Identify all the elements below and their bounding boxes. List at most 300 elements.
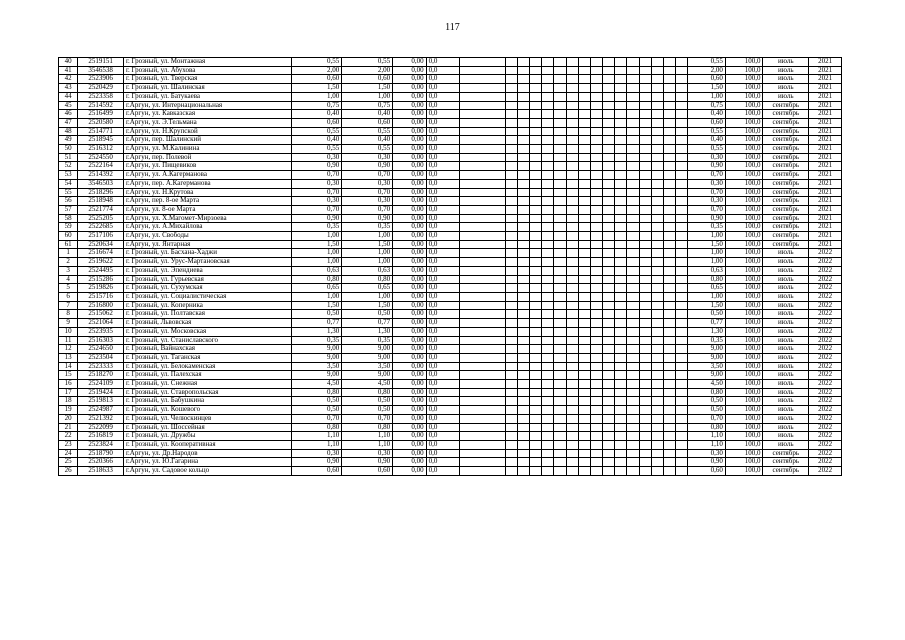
- year-cell: 2022: [809, 414, 842, 423]
- code-cell: 2524495: [78, 266, 124, 275]
- empty-cell: [627, 232, 639, 241]
- table-row: [59, 258, 842, 267]
- percent-cell: 100,0: [725, 432, 763, 441]
- year-cell: 2022: [809, 345, 842, 354]
- empty-cell: [639, 284, 651, 293]
- code-cell: 2523935: [78, 327, 124, 336]
- empty-cell: [639, 145, 651, 154]
- empty-cell: [676, 101, 688, 110]
- value1-cell: 9,00: [291, 345, 342, 354]
- empty-cell: [460, 118, 506, 127]
- empty-cell: [566, 66, 578, 75]
- month-cell: июль: [763, 249, 809, 258]
- address-cell: г. Грозный, ул. Бабушкина: [123, 397, 291, 406]
- empty-cell: [566, 397, 578, 406]
- empty-cell: [627, 240, 639, 249]
- value4-cell: 0,0: [426, 380, 460, 389]
- empty-cell: [542, 284, 554, 293]
- empty-cell: [554, 327, 566, 336]
- year-cell: 2022: [809, 258, 842, 267]
- empty-cell: [603, 127, 615, 136]
- empty-cell: [663, 188, 675, 197]
- empty-cell: [542, 197, 554, 206]
- row-number-cell: 46: [59, 110, 78, 119]
- row-number-cell: 61: [59, 240, 78, 249]
- empty-cell: [603, 110, 615, 119]
- empty-cell: [639, 380, 651, 389]
- empty-cell: [590, 127, 602, 136]
- value2-cell: 0,55: [342, 58, 393, 67]
- empty-cell: [603, 406, 615, 415]
- empty-cell: [603, 301, 615, 310]
- percent-cell: 100,0: [725, 171, 763, 180]
- empty-cell: [530, 118, 542, 127]
- empty-cell: [676, 345, 688, 354]
- empty-cell: [505, 188, 517, 197]
- address-cell: г.Аргун, ул. М.Калинина: [123, 145, 291, 154]
- empty-cell: [505, 179, 517, 188]
- table-row: [59, 162, 842, 171]
- table-row: [59, 66, 842, 75]
- empty-cell: [615, 319, 627, 328]
- empty-cell: [651, 223, 663, 232]
- empty-cell: [590, 449, 602, 458]
- value2-cell: 0,70: [342, 171, 393, 180]
- empty-cell: [542, 266, 554, 275]
- value5-cell: 1,10: [688, 440, 726, 449]
- empty-cell: [505, 388, 517, 397]
- empty-cell: [566, 388, 578, 397]
- empty-cell: [615, 388, 627, 397]
- month-cell: сентябрь: [763, 110, 809, 119]
- empty-cell: [676, 197, 688, 206]
- value4-cell: 0,0: [426, 449, 460, 458]
- empty-cell: [627, 336, 639, 345]
- empty-cell: [615, 145, 627, 154]
- row-number-cell: 4: [59, 275, 78, 284]
- empty-cell: [639, 414, 651, 423]
- empty-cell: [460, 258, 506, 267]
- address-cell: г. Грозный, ул. Снежная: [123, 380, 291, 389]
- empty-cell: [676, 449, 688, 458]
- value1-cell: 0,77: [291, 319, 342, 328]
- empty-cell: [639, 58, 651, 67]
- row-number-cell: 25: [59, 458, 78, 467]
- table-row: [59, 292, 842, 301]
- empty-cell: [663, 362, 675, 371]
- empty-cell: [627, 92, 639, 101]
- empty-cell: [530, 467, 542, 476]
- value3-cell: 0,00: [393, 232, 427, 241]
- empty-cell: [542, 118, 554, 127]
- empty-cell: [615, 406, 627, 415]
- empty-cell: [590, 92, 602, 101]
- empty-cell: [639, 432, 651, 441]
- value5-cell: 1,10: [688, 432, 726, 441]
- empty-cell: [676, 362, 688, 371]
- empty-cell: [505, 240, 517, 249]
- empty-cell: [517, 336, 529, 345]
- percent-cell: 100,0: [725, 58, 763, 67]
- empty-cell: [542, 153, 554, 162]
- empty-cell: [603, 380, 615, 389]
- empty-cell: [578, 92, 590, 101]
- empty-cell: [590, 406, 602, 415]
- empty-cell: [505, 127, 517, 136]
- empty-cell: [566, 440, 578, 449]
- code-cell: 2518270: [78, 371, 124, 380]
- empty-cell: [517, 371, 529, 380]
- empty-cell: [615, 362, 627, 371]
- empty-cell: [590, 249, 602, 258]
- row-number-cell: 20: [59, 414, 78, 423]
- table-row: [59, 179, 842, 188]
- value5-cell: 0,90: [688, 214, 726, 223]
- value4-cell: 0,0: [426, 75, 460, 84]
- empty-cell: [554, 127, 566, 136]
- value1-cell: 0,30: [291, 449, 342, 458]
- percent-cell: 100,0: [725, 292, 763, 301]
- empty-cell: [676, 258, 688, 267]
- value3-cell: 0,00: [393, 171, 427, 180]
- empty-cell: [530, 75, 542, 84]
- empty-cell: [566, 249, 578, 258]
- empty-cell: [663, 284, 675, 293]
- empty-cell: [603, 205, 615, 214]
- empty-cell: [530, 414, 542, 423]
- value4-cell: 0,0: [426, 362, 460, 371]
- empty-cell: [530, 145, 542, 154]
- empty-cell: [663, 258, 675, 267]
- empty-cell: [566, 467, 578, 476]
- row-number-cell: 12: [59, 345, 78, 354]
- table-row: [59, 223, 842, 232]
- value5-cell: 0,60: [688, 467, 726, 476]
- empty-cell: [505, 336, 517, 345]
- value3-cell: 0,00: [393, 162, 427, 171]
- empty-cell: [651, 66, 663, 75]
- empty-cell: [542, 371, 554, 380]
- empty-cell: [663, 118, 675, 127]
- empty-cell: [542, 467, 554, 476]
- value5-cell: 0,55: [688, 145, 726, 154]
- empty-cell: [517, 179, 529, 188]
- empty-cell: [566, 284, 578, 293]
- value4-cell: 0,0: [426, 301, 460, 310]
- empty-cell: [590, 266, 602, 275]
- empty-cell: [603, 179, 615, 188]
- empty-cell: [651, 232, 663, 241]
- empty-cell: [676, 75, 688, 84]
- empty-cell: [627, 179, 639, 188]
- empty-cell: [627, 258, 639, 267]
- empty-cell: [554, 292, 566, 301]
- empty-cell: [663, 423, 675, 432]
- empty-cell: [505, 153, 517, 162]
- empty-cell: [627, 319, 639, 328]
- month-cell: июль: [763, 301, 809, 310]
- empty-cell: [578, 345, 590, 354]
- empty-cell: [517, 327, 529, 336]
- empty-cell: [542, 449, 554, 458]
- empty-cell: [566, 353, 578, 362]
- empty-cell: [639, 127, 651, 136]
- empty-cell: [590, 110, 602, 119]
- code-cell: 3546538: [78, 66, 124, 75]
- row-number-cell: 48: [59, 127, 78, 136]
- empty-cell: [676, 275, 688, 284]
- empty-cell: [505, 75, 517, 84]
- value2-cell: 0,40: [342, 136, 393, 145]
- empty-cell: [603, 362, 615, 371]
- value3-cell: 0,00: [393, 292, 427, 301]
- value2-cell: 0,55: [342, 145, 393, 154]
- empty-cell: [676, 171, 688, 180]
- empty-cell: [542, 205, 554, 214]
- value1-cell: 0,50: [291, 406, 342, 415]
- year-cell: 2022: [809, 380, 842, 389]
- empty-cell: [651, 345, 663, 354]
- empty-cell: [663, 127, 675, 136]
- empty-cell: [566, 423, 578, 432]
- empty-cell: [627, 188, 639, 197]
- empty-cell: [615, 240, 627, 249]
- empty-cell: [590, 336, 602, 345]
- row-number-cell: 47: [59, 118, 78, 127]
- empty-cell: [578, 179, 590, 188]
- empty-cell: [578, 414, 590, 423]
- empty-cell: [651, 284, 663, 293]
- year-cell: 2021: [809, 179, 842, 188]
- empty-cell: [554, 414, 566, 423]
- empty-cell: [517, 397, 529, 406]
- empty-cell: [590, 275, 602, 284]
- value5-cell: 0,63: [688, 266, 726, 275]
- code-cell: 2523333: [78, 362, 124, 371]
- year-cell: 2022: [809, 371, 842, 380]
- empty-cell: [578, 353, 590, 362]
- empty-cell: [566, 84, 578, 93]
- empty-cell: [651, 145, 663, 154]
- empty-cell: [517, 84, 529, 93]
- code-cell: 2521774: [78, 205, 124, 214]
- row-number-cell: 45: [59, 101, 78, 110]
- value2-cell: 1,00: [342, 92, 393, 101]
- empty-cell: [627, 388, 639, 397]
- value5-cell: 0,70: [688, 188, 726, 197]
- value4-cell: 0,0: [426, 414, 460, 423]
- empty-cell: [578, 388, 590, 397]
- empty-cell: [505, 266, 517, 275]
- empty-cell: [590, 414, 602, 423]
- value4-cell: 0,0: [426, 84, 460, 93]
- empty-cell: [651, 449, 663, 458]
- year-cell: 2021: [809, 188, 842, 197]
- code-cell: 2516674: [78, 249, 124, 258]
- year-cell: 2022: [809, 440, 842, 449]
- month-cell: июль: [763, 58, 809, 67]
- table-row: [59, 327, 842, 336]
- value3-cell: 0,00: [393, 380, 427, 389]
- value3-cell: 0,00: [393, 136, 427, 145]
- table-row: [59, 153, 842, 162]
- value4-cell: 0,0: [426, 310, 460, 319]
- code-cell: 2521064: [78, 319, 124, 328]
- empty-cell: [566, 118, 578, 127]
- value3-cell: 0,00: [393, 345, 427, 354]
- row-number-cell: 55: [59, 188, 78, 197]
- empty-cell: [590, 458, 602, 467]
- value1-cell: 1,10: [291, 440, 342, 449]
- empty-cell: [603, 66, 615, 75]
- empty-cell: [627, 353, 639, 362]
- table-row: [59, 336, 842, 345]
- empty-cell: [566, 58, 578, 67]
- value1-cell: 0,70: [291, 188, 342, 197]
- empty-cell: [530, 258, 542, 267]
- empty-cell: [530, 232, 542, 241]
- empty-cell: [505, 362, 517, 371]
- empty-cell: [663, 232, 675, 241]
- empty-cell: [676, 353, 688, 362]
- value3-cell: 0,00: [393, 145, 427, 154]
- empty-cell: [651, 319, 663, 328]
- empty-cell: [615, 414, 627, 423]
- empty-cell: [603, 258, 615, 267]
- empty-cell: [663, 449, 675, 458]
- value1-cell: 1,00: [291, 258, 342, 267]
- value4-cell: 0,0: [426, 127, 460, 136]
- value2-cell: 0,80: [342, 423, 393, 432]
- empty-cell: [554, 275, 566, 284]
- row-number-cell: 44: [59, 92, 78, 101]
- empty-cell: [517, 388, 529, 397]
- row-number-cell: 40: [59, 58, 78, 67]
- empty-cell: [639, 397, 651, 406]
- year-cell: 2021: [809, 66, 842, 75]
- empty-cell: [542, 145, 554, 154]
- value3-cell: 0,00: [393, 153, 427, 162]
- empty-cell: [603, 371, 615, 380]
- empty-cell: [578, 232, 590, 241]
- empty-cell: [603, 353, 615, 362]
- table-row: [59, 240, 842, 249]
- address-cell: г. Грозный, ул. Кошевого: [123, 406, 291, 415]
- empty-cell: [663, 249, 675, 258]
- empty-cell: [460, 423, 506, 432]
- empty-cell: [651, 205, 663, 214]
- empty-cell: [566, 406, 578, 415]
- empty-cell: [651, 92, 663, 101]
- percent-cell: 100,0: [725, 458, 763, 467]
- code-cell: 2515062: [78, 310, 124, 319]
- empty-cell: [663, 75, 675, 84]
- page-number: 117: [445, 22, 460, 33]
- address-cell: г.Аргун, ул. А.Михайлова: [123, 223, 291, 232]
- month-cell: июль: [763, 327, 809, 336]
- month-cell: июль: [763, 258, 809, 267]
- code-cell: 2517106: [78, 232, 124, 241]
- year-cell: 2022: [809, 467, 842, 476]
- empty-cell: [517, 406, 529, 415]
- empty-cell: [615, 292, 627, 301]
- month-cell: июль: [763, 275, 809, 284]
- empty-cell: [460, 336, 506, 345]
- empty-cell: [578, 336, 590, 345]
- empty-cell: [578, 440, 590, 449]
- address-cell: г. Грозный, ул. Челюскинцев: [123, 414, 291, 423]
- row-number-cell: 13: [59, 353, 78, 362]
- empty-cell: [590, 258, 602, 267]
- empty-cell: [517, 214, 529, 223]
- address-cell: г.Аргун, ул. Кавказская: [123, 110, 291, 119]
- empty-cell: [530, 127, 542, 136]
- empty-cell: [460, 127, 506, 136]
- percent-cell: 100,0: [725, 284, 763, 293]
- empty-cell: [554, 101, 566, 110]
- table-row: [59, 371, 842, 380]
- empty-cell: [615, 110, 627, 119]
- empty-cell: [530, 380, 542, 389]
- month-cell: июль: [763, 84, 809, 93]
- code-cell: 2522685: [78, 223, 124, 232]
- year-cell: 2021: [809, 84, 842, 93]
- empty-cell: [542, 162, 554, 171]
- month-cell: сентябрь: [763, 214, 809, 223]
- value3-cell: 0,00: [393, 275, 427, 284]
- value1-cell: 0,70: [291, 205, 342, 214]
- year-cell: 2022: [809, 397, 842, 406]
- empty-cell: [627, 127, 639, 136]
- empty-cell: [554, 266, 566, 275]
- empty-cell: [676, 223, 688, 232]
- empty-cell: [639, 214, 651, 223]
- year-cell: 2021: [809, 162, 842, 171]
- empty-cell: [566, 136, 578, 145]
- empty-cell: [554, 179, 566, 188]
- table-row: [59, 136, 842, 145]
- empty-cell: [578, 162, 590, 171]
- empty-cell: [542, 188, 554, 197]
- empty-cell: [651, 458, 663, 467]
- row-number-cell: 18: [59, 397, 78, 406]
- empty-cell: [651, 275, 663, 284]
- empty-cell: [627, 275, 639, 284]
- empty-cell: [615, 66, 627, 75]
- empty-cell: [639, 162, 651, 171]
- empty-cell: [542, 101, 554, 110]
- value1-cell: 9,00: [291, 371, 342, 380]
- percent-cell: 100,0: [725, 223, 763, 232]
- empty-cell: [639, 362, 651, 371]
- code-cell: 2518945: [78, 136, 124, 145]
- empty-cell: [505, 284, 517, 293]
- empty-cell: [505, 371, 517, 380]
- empty-cell: [676, 458, 688, 467]
- address-cell: г. Грозный, ул. Батукаева: [123, 92, 291, 101]
- empty-cell: [651, 353, 663, 362]
- empty-cell: [651, 371, 663, 380]
- address-cell: г. Грозный, ул. Абухова: [123, 66, 291, 75]
- empty-cell: [460, 179, 506, 188]
- empty-cell: [530, 110, 542, 119]
- year-cell: 2022: [809, 423, 842, 432]
- empty-cell: [627, 162, 639, 171]
- empty-cell: [505, 84, 517, 93]
- year-cell: 2021: [809, 127, 842, 136]
- empty-cell: [530, 58, 542, 67]
- value2-cell: 0,30: [342, 449, 393, 458]
